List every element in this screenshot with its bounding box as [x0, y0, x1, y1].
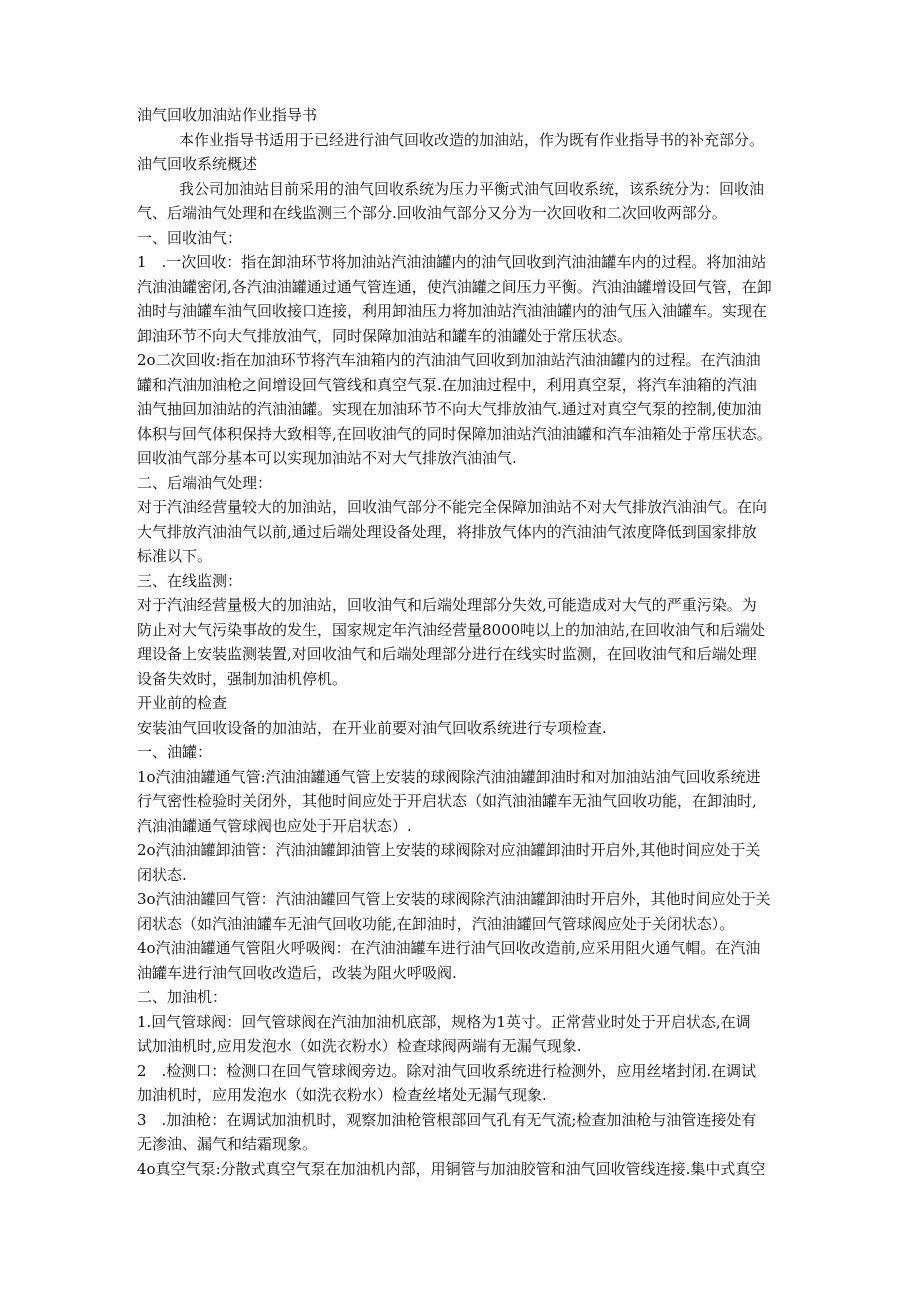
paragraph-line: 汽油油罐通气管球阀也应处于开启状态）.: [137, 816, 412, 835]
intro-paragraph: 本作业指导书适用于已经进行油气回收改造的加油站，作为既有作业指导书的补充部分。: [179, 130, 765, 149]
paragraph-line: 闭状态.: [137, 865, 187, 884]
section-heading: 油气回收系统概述: [137, 155, 258, 173]
paragraph-line: 1 .一次回收：指在卸油环节将加油站汽油油罐内的油气回收到汽油油罐车内的过程。将加油站: [137, 253, 767, 271]
paragraph-line: 汽油油罐密闭,各汽油油罐通过通气管连通，使汽油罐之间压力平衡。汽油油罐增设回气管，在卸: [137, 277, 772, 296]
paragraph-line: 对于汽油经营量较大的加油站，回收油气部分不能完全保障加油站不对大气排放汽油油气。在向: [137, 498, 768, 516]
paragraph-line: 设备失效时，强制加油机停机。: [137, 669, 348, 688]
paragraph-line: 2o二次回收:指在加油环节将汽车油箱内的汽油油气回收到加油站汽油油罐内的过程。在汽油油: [137, 351, 761, 369]
paragraph-line: 标准以下。: [137, 547, 213, 565]
paragraph-line: 大气排放汽油油气以前,通过后端处理设备处理，将排放气体内的汽油油气浓度降低到国家排放: [137, 522, 757, 541]
paragraph-line: 安装油气回收设备的加油站，在开业前要对油气回收系统进行专项检查.: [137, 718, 607, 737]
paragraph-line: 2 .检测口：检测口在回气管球阀旁边。除对油气回收系统进行检测外，应用丝堵封闭.在调试: [137, 1061, 757, 1080]
subsection-heading: 二、后端油气处理：: [137, 473, 273, 492]
paragraph-line: 1.回气管球阀：回气管球阀在汽油加油机底部，规格为1英寸。正常营业时处于开启状态,在调: [137, 1012, 751, 1031]
paragraph-line: 3o汽油油罐回气管：汽油油罐回气管上安装的球阀除汽油油罐卸油时开启外，其他时间应处于关: [137, 890, 771, 908]
paragraph-line: 理设备上安装监测装置,对回收油气和后端处理部分进行在线实时监测，在回收油气和后端处理: [137, 645, 757, 663]
paragraph-line: 回收油气部分基本可以实现加油站不对大气排放汽油油气.: [137, 449, 517, 467]
paragraph-line: 4o汽油油罐通气管阻火呼吸阀：在汽油油罐车进行油气回收改造前,应采用阻火通气帽。在汽油: [137, 939, 761, 957]
paragraph-line: 油罐车进行油气回收改造后，改装为阻火呼吸阀.: [137, 963, 457, 982]
paragraph-line: 2o汽油油罐卸油管：汽油油罐卸油管上安装的球阀除对应油罐卸油时开启外,其他时间应处于关: [137, 841, 761, 859]
paragraph-line: 我公司加油站目前采用的油气回收系统为压力平衡式油气回收系统，该系统分为：回收油: [179, 179, 765, 198]
doc-title: 油气回收加油站作业指导书: [137, 106, 318, 124]
section-heading: 开业前的检查: [137, 694, 228, 712]
paragraph-line: 1o汽油油罐通气管:汽油油罐通气管上安装的球阀除汽油油罐卸油时和对加油站油气回收系统进: [137, 767, 761, 786]
subsection-heading: 二、加油机：: [137, 988, 228, 1006]
paragraph-line: 气、后端油气处理和在线监测三个部分.回收油气部分又分为一次回收和二次回收两部分。: [137, 204, 727, 222]
subsection-heading: 三、在线监测：: [137, 571, 243, 590]
paragraph-line: 卸油环节不向大气排放油气，同时保障加油站和罐车的油罐处于常压状态。: [137, 326, 633, 345]
paragraph-line: 防止对大气污染事故的发生，国家规定年汽油经营量8000吨以上的加油站,在回收油气和后端处: [137, 620, 765, 639]
paragraph-line: 试加油机时,应用发泡水（如洗衣粉水）检查球阀两端有无漏气现象.: [137, 1037, 582, 1055]
paragraph-line: 3 .加油枪：在调试加油机时，观察加油枪管根部回气孔有无气流;检查加油枪与油管连接处有: [137, 1110, 757, 1129]
paragraph-line: 油时与油罐车油气回收接口连接，利用卸油压力将加油站汽油油罐内的油气压入油罐车。实现在: [137, 302, 768, 320]
paragraph-line: 罐和汽油加油枪之间增设回气管线和真空气泵.在加油过程中，利用真空泵，将汽车油箱的汽油: [137, 375, 757, 394]
paragraph-line: 体积与回气体积保持大致相等,在回收油气的同时保障加油站汽油油罐和汽车油箱处于常压状态。: [137, 424, 772, 443]
paragraph-line: 行气密性检验时关闭外，其他时间应处于开启状态（如汽油油罐车无油气回收功能，在卸油时,: [137, 792, 757, 810]
paragraph-line: 加油机时，应用发泡水（如洗衣粉水）检查丝堵处无漏气现象.: [137, 1086, 547, 1104]
paragraph-line: 4o真空气泵:分散式真空气泵在加油机内部，用铜管与加油胶管和油气回收管线连接.集中式真空: [137, 1159, 766, 1178]
subsection-heading: 一、回收油气：: [137, 228, 243, 247]
document-page: [137, 103, 787, 1181]
subsection-heading: 一、油罐：: [137, 743, 213, 761]
paragraph-line: 对于汽油经营量极大的加油站，回收油气和后端处理部分失效,可能造成对大气的严重污染。为: [137, 596, 757, 614]
paragraph-line: 无渗油、漏气和结霜现象。: [137, 1135, 318, 1153]
paragraph-line: 闭状态（如汽油油罐车无油气回收功能,在卸油时，汽油油罐回气管球阀应处于关闭状态）。: [137, 914, 735, 933]
paragraph-line: 油气抽回加油站的汽油油罐。实现在加油环节不向大气排放油气.通过对真空气泵的控制,使加油: [137, 400, 762, 418]
